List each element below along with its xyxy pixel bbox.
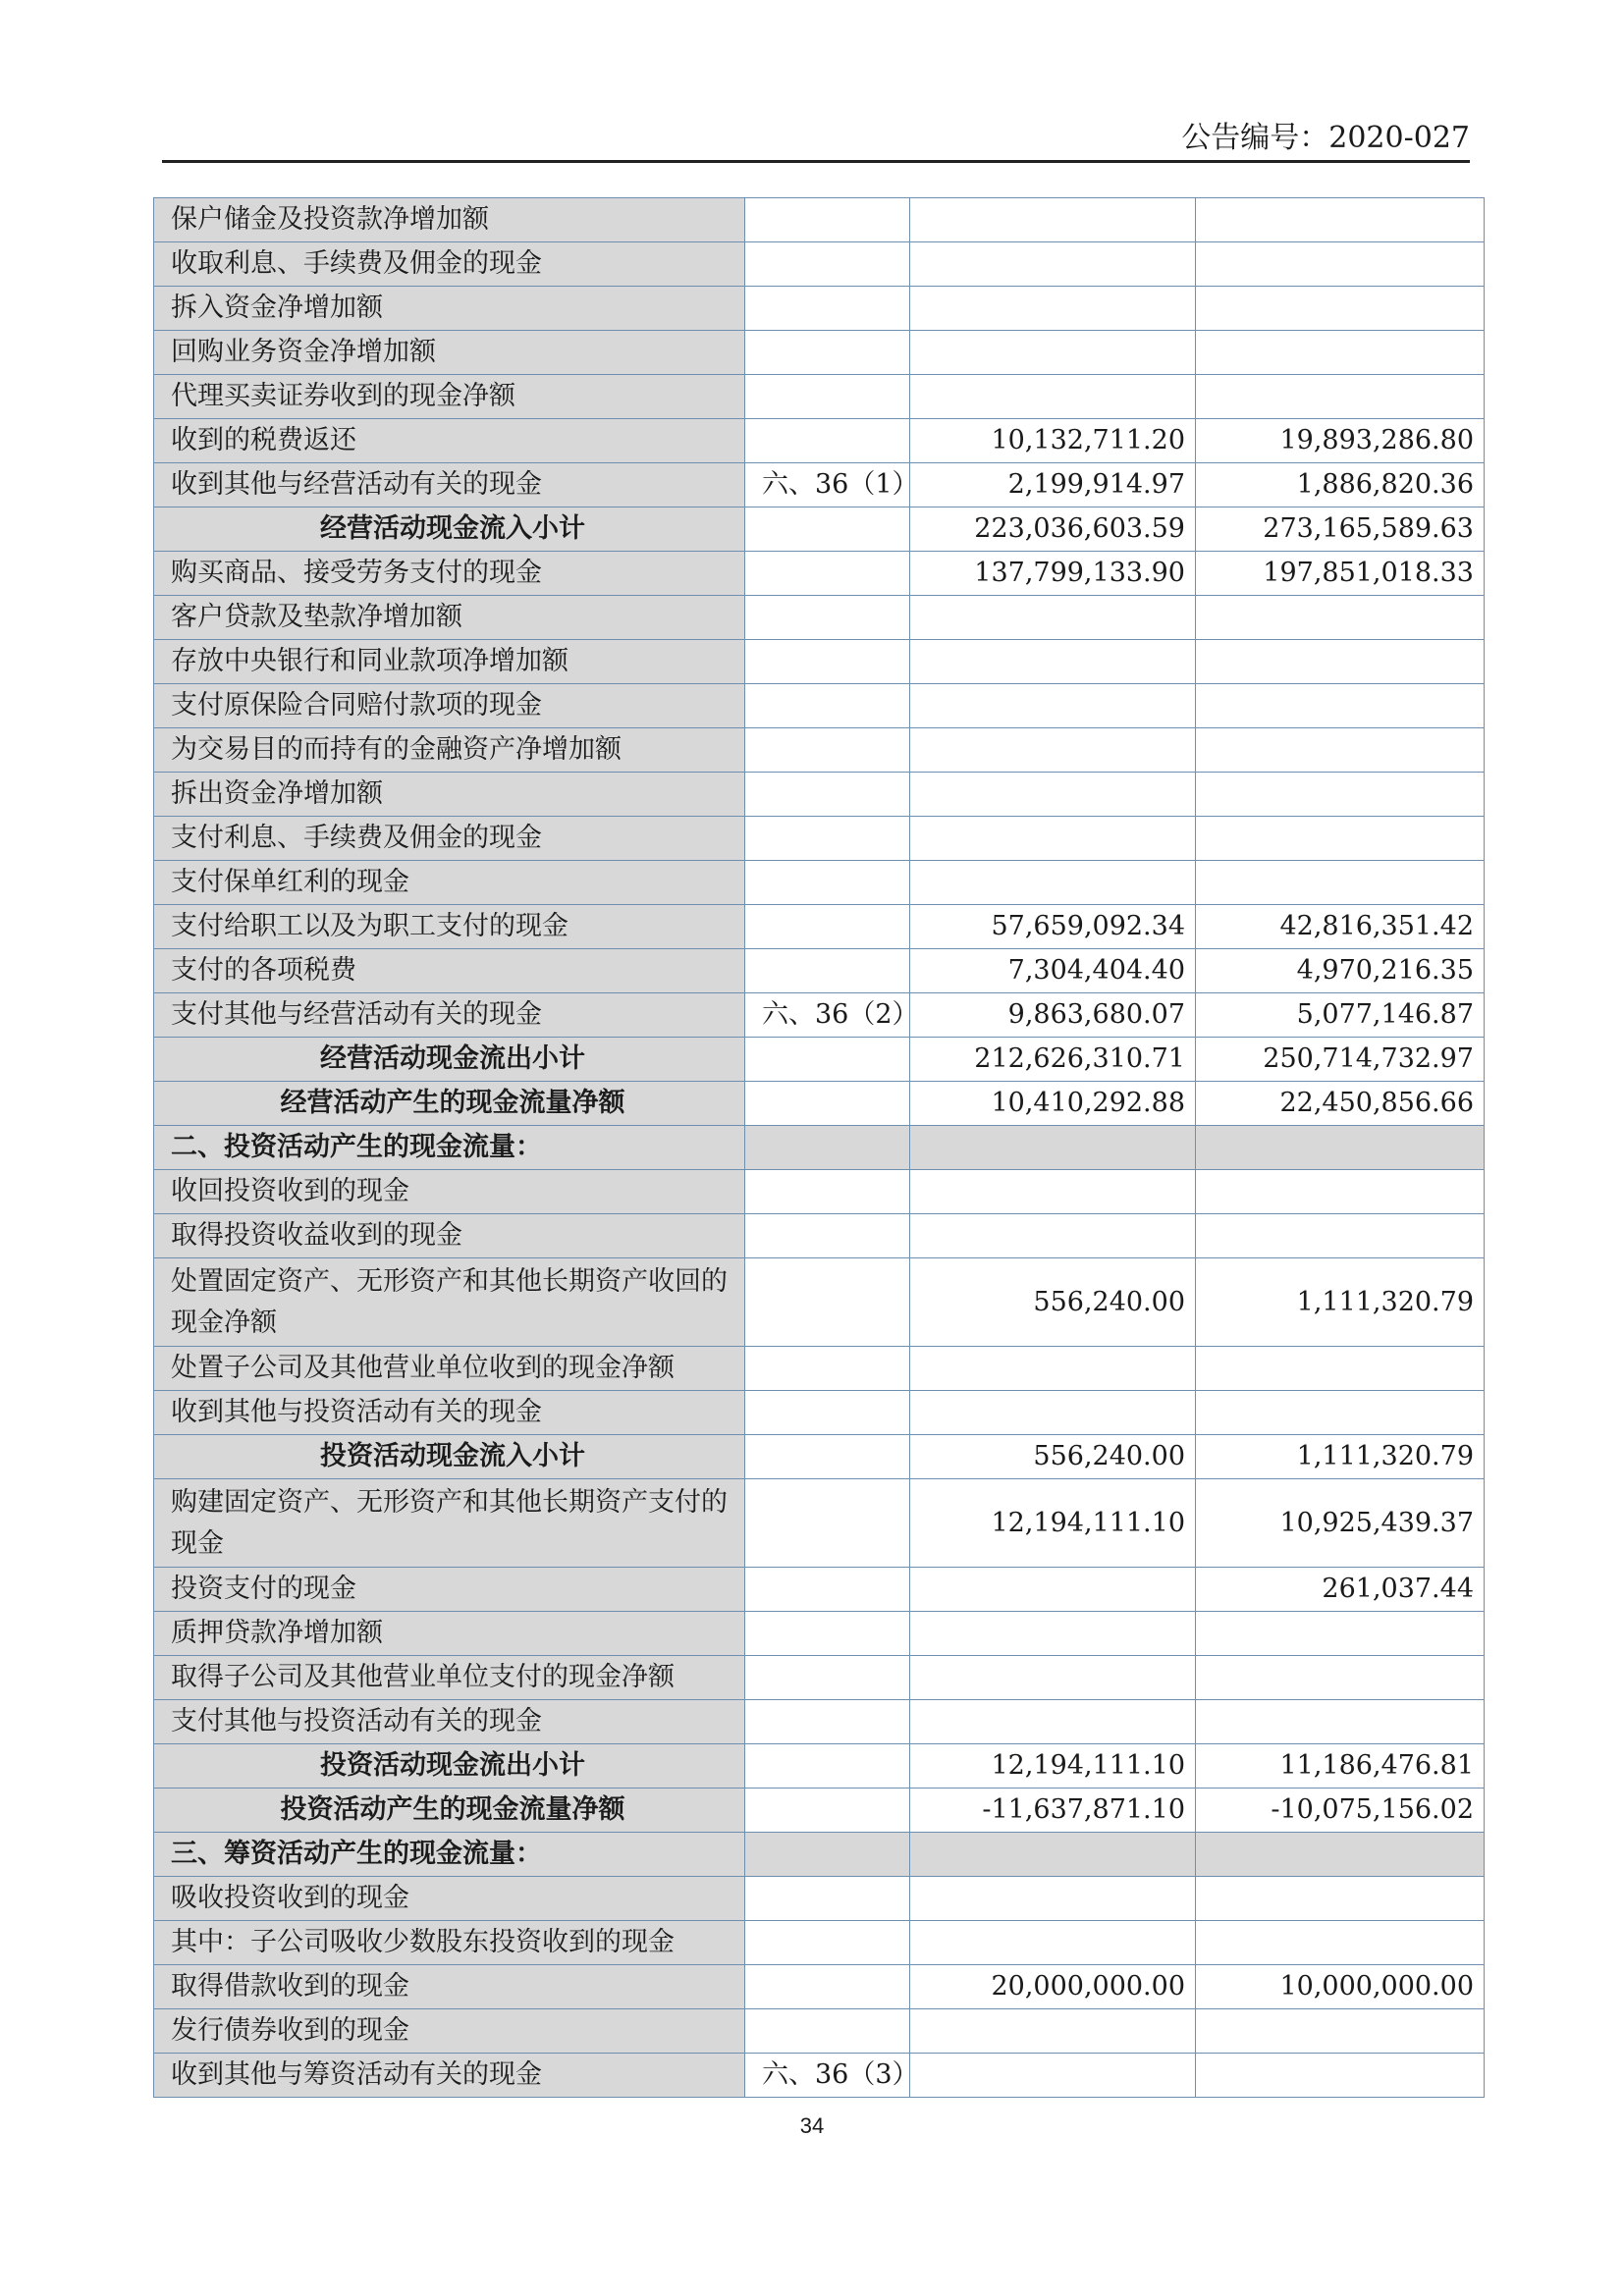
prior-period-amount: 261,037.44 (1196, 1568, 1485, 1612)
current-period-amount (910, 728, 1196, 773)
table-row (154, 1568, 1485, 1612)
current-period-amount: 9,863,680.07 (910, 993, 1196, 1038)
row-label: 吸收投资收到的现金 (154, 1877, 745, 1921)
prior-period-amount (1196, 1612, 1485, 1656)
table-row (154, 331, 1485, 375)
current-period-amount (910, 1612, 1196, 1656)
table-row (154, 1258, 1485, 1347)
table-row (154, 817, 1485, 861)
note-ref-cell: 六、36（2） (745, 993, 910, 1038)
note-ref-cell (745, 198, 910, 242)
row-label: 经营活动现金流入小计 (154, 507, 745, 552)
table-row (154, 640, 1485, 684)
note-ref-cell (745, 1965, 910, 2009)
prior-period-amount: 1,111,320.79 (1196, 1435, 1485, 1479)
prior-period-amount (1196, 198, 1485, 242)
note-ref-cell (745, 1214, 910, 1258)
subtotal-row (154, 1082, 1485, 1126)
row-label: 支付其他与经营活动有关的现金 (154, 993, 745, 1038)
current-period-amount: 137,799,133.90 (910, 552, 1196, 596)
current-period-amount (910, 773, 1196, 817)
note-ref-cell (745, 375, 910, 419)
row-label: 支付原保险合同赔付款项的现金 (154, 684, 745, 728)
row-label: 其中：子公司吸收少数股东投资收到的现金 (154, 1921, 745, 1965)
row-label: 支付其他与投资活动有关的现金 (154, 1700, 745, 1744)
table-row (154, 287, 1485, 331)
prior-period-amount (1196, 1921, 1485, 1965)
prior-period-amount (1196, 2009, 1485, 2054)
table-row (154, 419, 1485, 463)
prior-period-amount (1196, 1700, 1485, 1744)
cash-flow-table-body (154, 198, 1485, 2098)
row-label: 投资支付的现金 (154, 1568, 745, 1612)
current-period-amount: 223,036,603.59 (910, 507, 1196, 552)
row-label: 支付保单红利的现金 (154, 861, 745, 905)
row-label: 三、筹资活动产生的现金流量： (154, 1833, 745, 1877)
prior-period-amount: 22,450,856.66 (1196, 1082, 1485, 1126)
note-ref-cell (745, 905, 910, 949)
table-row (154, 2054, 1485, 2098)
prior-period-amount (1196, 817, 1485, 861)
row-label: 购建固定资产、无形资产和其他长期资产支付的现金 (154, 1479, 745, 1568)
note-ref-cell (745, 287, 910, 331)
current-period-amount: 12,194,111.10 (910, 1479, 1196, 1568)
row-label: 二、投资活动产生的现金流量： (154, 1126, 745, 1170)
row-label: 购买商品、接受劳务支付的现金 (154, 552, 745, 596)
current-period-amount: 556,240.00 (910, 1258, 1196, 1347)
prior-period-amount (1196, 375, 1485, 419)
current-period-amount: 57,659,092.34 (910, 905, 1196, 949)
table-row (154, 861, 1485, 905)
current-period-amount (910, 1391, 1196, 1435)
row-label: 收到其他与投资活动有关的现金 (154, 1391, 745, 1435)
note-ref-cell (745, 1170, 910, 1214)
current-period-amount (910, 287, 1196, 331)
row-label: 发行债券收到的现金 (154, 2009, 745, 2054)
note-ref-cell (745, 507, 910, 552)
row-label: 保户储金及投资款净增加额 (154, 198, 745, 242)
row-label: 收回投资收到的现金 (154, 1170, 745, 1214)
table-row (154, 684, 1485, 728)
prior-period-amount: 10,925,439.37 (1196, 1479, 1485, 1568)
current-period-amount: 12,194,111.10 (910, 1744, 1196, 1789)
note-ref-cell (745, 331, 910, 375)
current-period-amount (910, 640, 1196, 684)
note-ref-cell: 六、36（1） (745, 463, 910, 507)
current-period-amount (910, 596, 1196, 640)
table-row (154, 949, 1485, 993)
prior-period-amount (1196, 1833, 1485, 1877)
table-row (154, 198, 1485, 242)
note-ref-cell (745, 596, 910, 640)
announcement-number: 公告编号：2020-027 (1181, 121, 1470, 155)
table-row (154, 596, 1485, 640)
row-label: 支付给职工以及为职工支付的现金 (154, 905, 745, 949)
page-number: 34 (799, 2113, 825, 2138)
row-label: 取得借款收到的现金 (154, 1965, 745, 2009)
prior-period-amount: 42,816,351.42 (1196, 905, 1485, 949)
row-label: 支付的各项税费 (154, 949, 745, 993)
row-label: 处置固定资产、无形资产和其他长期资产收回的现金净额 (154, 1258, 745, 1347)
table-row (154, 1921, 1485, 1965)
note-ref-cell (745, 1391, 910, 1435)
note-ref-cell (745, 1700, 910, 1744)
current-period-amount (910, 375, 1196, 419)
current-period-amount (910, 198, 1196, 242)
row-label: 取得投资收益收到的现金 (154, 1214, 745, 1258)
section-header-row (154, 1833, 1485, 1877)
row-label: 收到的税费返还 (154, 419, 745, 463)
note-ref-cell (745, 419, 910, 463)
subtotal-row (154, 1744, 1485, 1789)
table-row (154, 1170, 1485, 1214)
prior-period-amount (1196, 242, 1485, 287)
row-label: 代理买卖证券收到的现金净额 (154, 375, 745, 419)
prior-period-amount (1196, 1170, 1485, 1214)
prior-period-amount (1196, 1391, 1485, 1435)
current-period-amount (910, 242, 1196, 287)
table-row (154, 1391, 1485, 1435)
table-row (154, 993, 1485, 1038)
current-period-amount: 7,304,404.40 (910, 949, 1196, 993)
section-header-row (154, 1126, 1485, 1170)
table-row (154, 2009, 1485, 2054)
current-period-amount: 2,199,914.97 (910, 463, 1196, 507)
note-ref-cell (745, 773, 910, 817)
note-ref-cell (745, 1744, 910, 1789)
current-period-amount (910, 1170, 1196, 1214)
row-label: 拆出资金净增加额 (154, 773, 745, 817)
current-period-amount (910, 1656, 1196, 1700)
row-label: 存放中央银行和同业款项净增加额 (154, 640, 745, 684)
table-row (154, 728, 1485, 773)
table-row (154, 552, 1485, 596)
note-ref-cell (745, 1347, 910, 1391)
prior-period-amount (1196, 684, 1485, 728)
row-label: 支付利息、手续费及佣金的现金 (154, 817, 745, 861)
note-ref-cell (745, 1656, 910, 1700)
row-label: 经营活动现金流出小计 (154, 1038, 745, 1082)
note-ref-cell (745, 1833, 910, 1877)
note-ref-cell (745, 1258, 910, 1347)
prior-period-amount: 10,000,000.00 (1196, 1965, 1485, 2009)
note-ref-cell (745, 640, 910, 684)
table-row (154, 375, 1485, 419)
row-label: 收到其他与经营活动有关的现金 (154, 463, 745, 507)
current-period-amount: 10,410,292.88 (910, 1082, 1196, 1126)
note-ref-cell (745, 1126, 910, 1170)
note-ref-cell (745, 817, 910, 861)
prior-period-amount (1196, 596, 1485, 640)
current-period-amount (910, 1877, 1196, 1921)
table-row (154, 242, 1485, 287)
current-period-amount (910, 1126, 1196, 1170)
current-period-amount (910, 1700, 1196, 1744)
table-row (154, 1612, 1485, 1656)
subtotal-row (154, 1435, 1485, 1479)
subtotal-row (154, 1038, 1485, 1082)
current-period-amount (910, 861, 1196, 905)
prior-period-amount (1196, 861, 1485, 905)
prior-period-amount (1196, 287, 1485, 331)
current-period-amount (910, 1833, 1196, 1877)
row-label: 质押贷款净增加额 (154, 1612, 745, 1656)
note-ref-cell (745, 1568, 910, 1612)
prior-period-amount: 273,165,589.63 (1196, 507, 1485, 552)
prior-period-amount (1196, 1656, 1485, 1700)
row-label: 拆入资金净增加额 (154, 287, 745, 331)
table-row (154, 1479, 1485, 1568)
current-period-amount: -11,637,871.10 (910, 1789, 1196, 1833)
current-period-amount: 20,000,000.00 (910, 1965, 1196, 2009)
row-label: 投资活动产生的现金流量净额 (154, 1789, 745, 1833)
current-period-amount (910, 1568, 1196, 1612)
current-period-amount (910, 1347, 1196, 1391)
current-period-amount (910, 684, 1196, 728)
prior-period-amount (1196, 728, 1485, 773)
note-ref-cell (745, 1038, 910, 1082)
note-ref-cell (745, 1082, 910, 1126)
table-row (154, 1347, 1485, 1391)
prior-period-amount: 5,077,146.87 (1196, 993, 1485, 1038)
prior-period-amount (1196, 2054, 1485, 2098)
note-ref-cell (745, 552, 910, 596)
table-row (154, 1656, 1485, 1700)
note-ref-cell (745, 1435, 910, 1479)
row-label: 处置子公司及其他营业单位收到的现金净额 (154, 1347, 745, 1391)
note-ref-cell (745, 2009, 910, 2054)
note-ref-cell (745, 1479, 910, 1568)
table-row (154, 463, 1485, 507)
prior-period-amount (1196, 1347, 1485, 1391)
prior-period-amount (1196, 1877, 1485, 1921)
row-label: 为交易目的而持有的金融资产净增加额 (154, 728, 745, 773)
note-ref-cell (745, 861, 910, 905)
row-label: 取得子公司及其他营业单位支付的现金净额 (154, 1656, 745, 1700)
row-label: 收取利息、手续费及佣金的现金 (154, 242, 745, 287)
note-ref-cell (745, 1612, 910, 1656)
current-period-amount: 212,626,310.71 (910, 1038, 1196, 1082)
note-ref-cell (745, 1921, 910, 1965)
current-period-amount: 556,240.00 (910, 1435, 1196, 1479)
note-ref-cell (745, 684, 910, 728)
note-ref-cell (745, 1789, 910, 1833)
cash-flow-table (153, 197, 1485, 2098)
table-row (154, 905, 1485, 949)
current-period-amount (910, 1921, 1196, 1965)
row-label: 回购业务资金净增加额 (154, 331, 745, 375)
prior-period-amount (1196, 1126, 1485, 1170)
prior-period-amount (1196, 331, 1485, 375)
prior-period-amount: -10,075,156.02 (1196, 1789, 1485, 1833)
table-row (154, 1700, 1485, 1744)
table-row (154, 1214, 1485, 1258)
prior-period-amount: 1,886,820.36 (1196, 463, 1485, 507)
note-ref-cell (745, 728, 910, 773)
row-label: 投资活动现金流入小计 (154, 1435, 745, 1479)
note-ref-cell: 六、36（3） (745, 2054, 910, 2098)
prior-period-amount: 11,186,476.81 (1196, 1744, 1485, 1789)
prior-period-amount: 197,851,018.33 (1196, 552, 1485, 596)
header-rule (162, 160, 1470, 163)
table-row (154, 1965, 1485, 2009)
current-period-amount (910, 2054, 1196, 2098)
current-period-amount (910, 1214, 1196, 1258)
table-row (154, 773, 1485, 817)
subtotal-row (154, 507, 1485, 552)
prior-period-amount: 250,714,732.97 (1196, 1038, 1485, 1082)
prior-period-amount: 19,893,286.80 (1196, 419, 1485, 463)
current-period-amount (910, 331, 1196, 375)
row-label: 客户贷款及垫款净增加额 (154, 596, 745, 640)
current-period-amount: 10,132,711.20 (910, 419, 1196, 463)
prior-period-amount (1196, 640, 1485, 684)
row-label: 经营活动产生的现金流量净额 (154, 1082, 745, 1126)
row-label: 收到其他与筹资活动有关的现金 (154, 2054, 745, 2098)
prior-period-amount: 4,970,216.35 (1196, 949, 1485, 993)
prior-period-amount (1196, 773, 1485, 817)
prior-period-amount (1196, 1214, 1485, 1258)
table-row (154, 1877, 1485, 1921)
row-label: 投资活动现金流出小计 (154, 1744, 745, 1789)
current-period-amount (910, 2009, 1196, 2054)
current-period-amount (910, 817, 1196, 861)
note-ref-cell (745, 1877, 910, 1921)
prior-period-amount: 1,111,320.79 (1196, 1258, 1485, 1347)
note-ref-cell (745, 949, 910, 993)
note-ref-cell (745, 242, 910, 287)
subtotal-row (154, 1789, 1485, 1833)
